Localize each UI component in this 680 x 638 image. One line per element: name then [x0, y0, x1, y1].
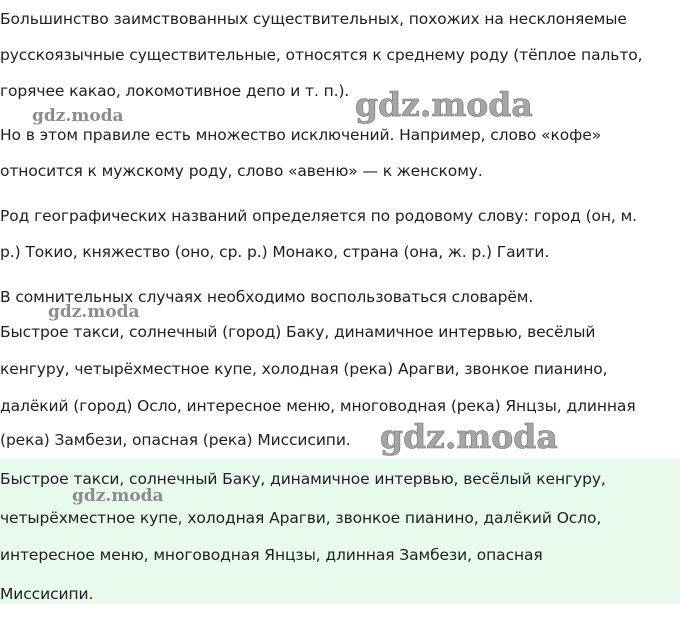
watermark-big-2: gdz.moda: [380, 417, 558, 456]
answer-line-3: интересное меню, многоводная Янцзы, длинная Замбези, опасная: [0, 546, 543, 564]
answer-line-4: Миссисипи.: [0, 585, 94, 603]
paragraph-3-line-1: Род географических названий определяется по родовому слову: город (он, м.: [0, 207, 638, 225]
watermark-small-1: gdz.moda: [32, 106, 124, 126]
watermark-small-2: gdz.moda: [48, 302, 140, 322]
exercise-line-4: (река) Замбези, опасная (река) Миссисипи.: [0, 431, 351, 449]
answer-line-2: четырёхместное купе, холодная Арагви, звонкое пианино, далёкий Осло,: [0, 509, 602, 527]
exercise-line-2: кенгуру, четырёхместное купе, холодная (река) Арагви, звонкое пианино,: [0, 360, 608, 378]
exercise-line-3: далёкий (город) Осло, интересное меню, многоводная (река) Янцзы, длинная: [0, 397, 636, 415]
paragraph-2-line-1: Но в этом правиле есть множество исключений. Например, слово «кофе»: [0, 126, 602, 144]
exercise-line-1: Быстрое такси, солнечный (город) Баку, динамичное интервью, весёлый: [0, 323, 596, 341]
paragraph-4-line-1: В сомнительных случаях необходимо воспользоваться словарём.: [0, 288, 534, 306]
watermark-big-1: gdz.moda: [355, 85, 533, 124]
paragraph-1-line-3: горячее какао, локомотивное депо и т. п.).: [0, 82, 350, 100]
paragraph-1-line-2: русскоязычные существительные, относятся к среднему роду (тёплое пальто,: [0, 46, 643, 64]
paragraph-2-line-2: относится к мужскому роду, слово «авеню» — к женскому.: [0, 162, 483, 180]
answer-line-1: Быстрое такси, солнечный Баку, динамичное интервью, весёлый кенгуру,: [0, 470, 606, 488]
watermark-small-3: gdz.moda: [72, 486, 164, 506]
paragraph-3-line-2: р.) Токио, княжество (оно, ср. р.) Монако, страна (она, ж. р.) Гаити.: [0, 243, 550, 261]
paragraph-1-line-1: Большинство заимствованных существительных, похожих на несклоняемые: [0, 10, 627, 28]
